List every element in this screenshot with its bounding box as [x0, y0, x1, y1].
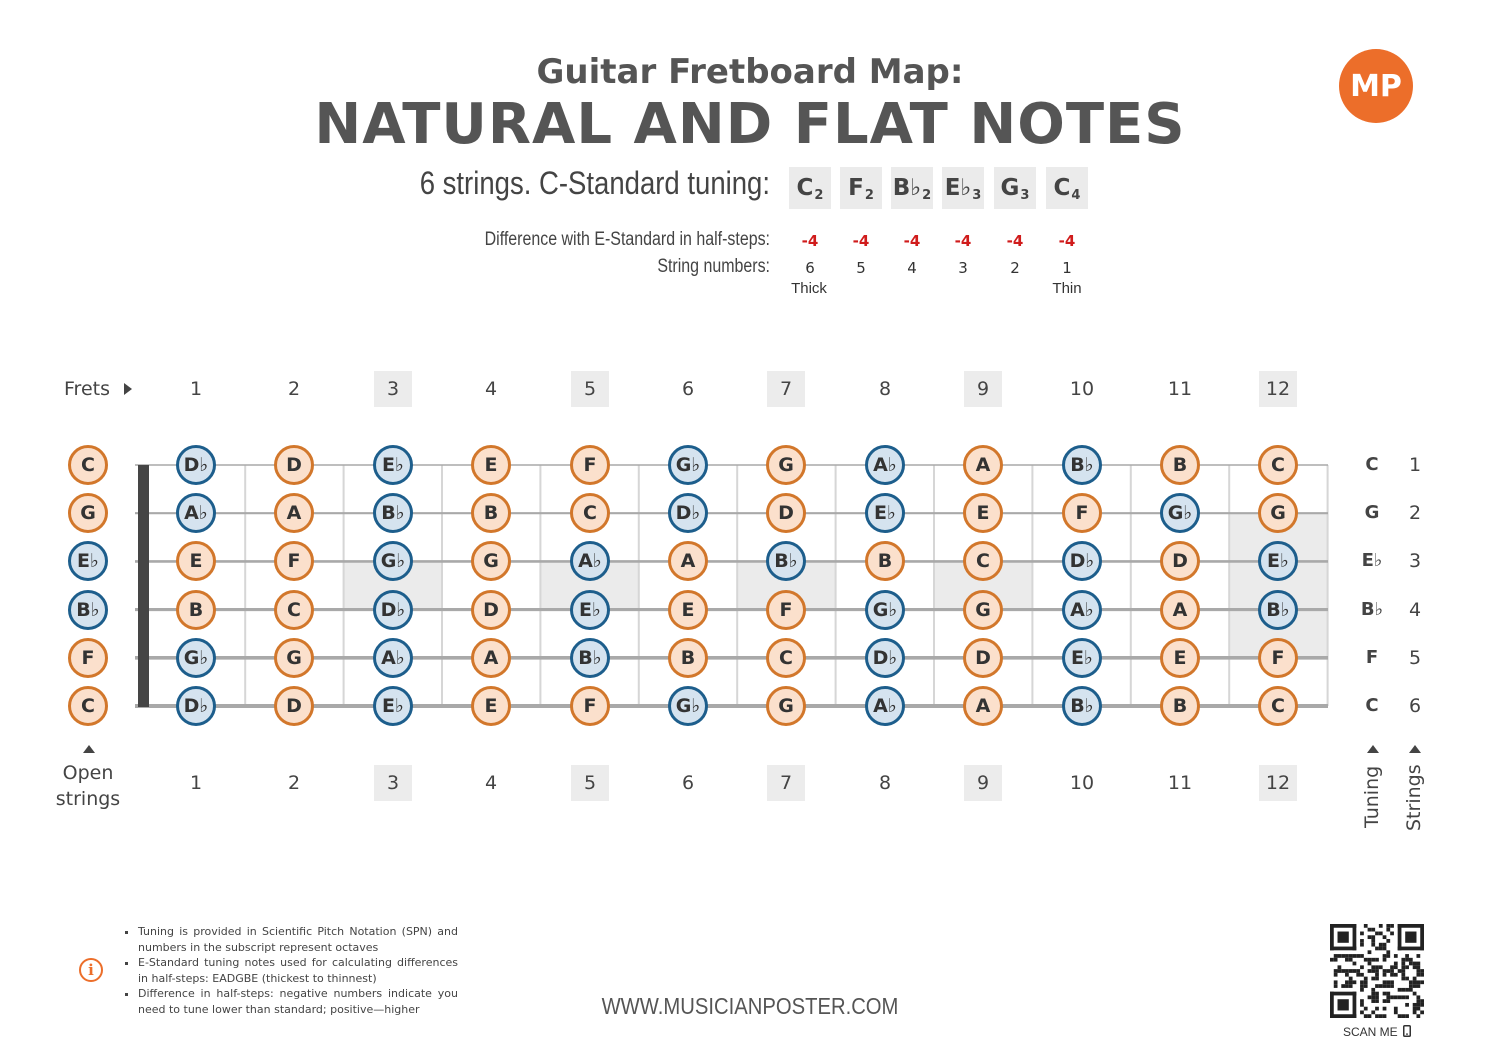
fret-note[interactable]: E	[471, 445, 511, 485]
tuning-note-letter: C	[1053, 175, 1071, 201]
title-line-1: Guitar Fretboard Map:	[536, 52, 964, 92]
frets-label	[64, 378, 134, 400]
fret-note[interactable]: A♭	[176, 493, 216, 533]
fret-note[interactable]: E♭	[1258, 541, 1298, 581]
difference-value: -4	[954, 232, 972, 250]
scan-me-text: SCAN ME	[1342, 1025, 1398, 1039]
fret-note[interactable]: B♭	[1062, 445, 1102, 485]
right-tuning-note: C	[1365, 695, 1379, 716]
fret-number: 4	[484, 772, 498, 794]
fret-number: 5	[571, 371, 609, 407]
fret-number: 6	[681, 772, 695, 794]
thick-label: Thick	[791, 280, 827, 297]
right-tuning-note: G	[1364, 502, 1380, 523]
tuning-note-letter: G	[1000, 175, 1020, 201]
fret-note[interactable]: E	[1160, 638, 1200, 678]
fret-number: 6	[681, 378, 695, 400]
tuning-note-box	[840, 167, 882, 209]
fret-note[interactable]: B	[668, 638, 708, 678]
fret-number: 8	[878, 378, 892, 400]
open-string-note[interactable]: B♭	[68, 590, 108, 630]
fret-note[interactable]: G♭	[668, 445, 708, 485]
title-line-2: NATURAL AND FLAT NOTES	[314, 92, 1186, 157]
fret-number: 3	[374, 765, 412, 801]
difference-label: Difference with E-Standard in half-steps:	[484, 229, 770, 250]
open-string-note[interactable]: E♭	[68, 541, 108, 581]
fret-note[interactable]: G	[471, 541, 511, 581]
fret-note[interactable]: E♭	[373, 686, 413, 726]
footer-note: ▪ E-Standard tuning notes used for calculating differences in half-steps: EADGBE (thickest to thinnest)	[138, 955, 458, 986]
tuning-note-box	[789, 167, 831, 209]
fret-note[interactable]: E♭	[1062, 638, 1102, 678]
fret-note[interactable]: A♭	[865, 686, 905, 726]
fret-note[interactable]: G	[274, 638, 314, 678]
fret-number: 12	[1259, 765, 1297, 801]
fret-note[interactable]: G♭	[176, 638, 216, 678]
right-tuning-note: C	[1365, 454, 1379, 475]
open-strings-label	[48, 760, 128, 812]
tuning-note-letter: B♭	[892, 175, 922, 201]
tuning-label: 6 strings. C-Standard tuning:	[419, 165, 770, 201]
fret-note[interactable]: A♭	[373, 638, 413, 678]
fret-note[interactable]: B♭	[766, 541, 806, 581]
fret-inlay	[1229, 513, 1327, 658]
tuning-note-octave: 2	[864, 187, 874, 203]
fret-note[interactable]: E♭	[865, 493, 905, 533]
tuning-note-box	[891, 167, 933, 209]
fret-note[interactable]: G	[1258, 493, 1298, 533]
fret-note[interactable]: A♭	[570, 541, 610, 581]
nut	[138, 465, 149, 707]
scan-me-label	[1330, 1025, 1424, 1039]
fret-note[interactable]: A	[274, 493, 314, 533]
fret-note[interactable]: G♭	[373, 541, 413, 581]
right-tuning-note: B♭	[1360, 599, 1384, 620]
fret-number: 3	[374, 371, 412, 407]
tuning-note-octave: 3	[972, 187, 982, 203]
fret-note[interactable]: B	[1160, 445, 1200, 485]
fret-number: 2	[287, 378, 301, 400]
tuning-note-octave: 2	[922, 187, 932, 203]
fret-note[interactable]: F	[766, 590, 806, 630]
tuning-note-letter: E♭	[944, 175, 972, 201]
fret-note[interactable]: B	[865, 541, 905, 581]
fret-number: 9	[964, 765, 1002, 801]
fret-number: 7	[767, 371, 805, 407]
string-number: 1	[1062, 259, 1072, 277]
right-string-number: 5	[1408, 647, 1422, 669]
fret-note[interactable]: D♭	[865, 638, 905, 678]
fret-number: 4	[484, 378, 498, 400]
fret-note[interactable]: B♭	[1062, 686, 1102, 726]
footer-note: ▪ Difference in half-steps: negative numbers indicate you need to tune lower than standard; positive—higher	[138, 986, 458, 1017]
fret-note[interactable]: A	[1160, 590, 1200, 630]
right-string-number: 2	[1408, 502, 1422, 524]
fret-number: 11	[1167, 378, 1193, 400]
difference-value: -4	[1006, 232, 1024, 250]
fret-note[interactable]: F	[570, 445, 610, 485]
fret-number: 1	[189, 772, 203, 794]
fret-number: 1	[189, 378, 203, 400]
tuning-note-box	[1046, 167, 1088, 209]
fret-number: 11	[1167, 772, 1193, 794]
website-link[interactable]: WWW.MUSICIANPOSTER.COM	[601, 993, 899, 1019]
right-string-number: 1	[1408, 454, 1422, 476]
tuning-note-box	[994, 167, 1036, 209]
fret-note[interactable]: F	[570, 686, 610, 726]
tuning-note-letter: C	[796, 175, 814, 201]
fret-note[interactable]: C	[963, 541, 1003, 581]
fret-note[interactable]: A	[963, 445, 1003, 485]
fret-number: 9	[964, 371, 1002, 407]
thin-label: Thin	[1052, 280, 1082, 297]
fret-note[interactable]: A♭	[1062, 590, 1102, 630]
fret-note[interactable]: F	[274, 541, 314, 581]
triangle-right-icon	[122, 382, 134, 396]
tuning-note-octave: 4	[1071, 187, 1081, 203]
fret-note[interactable]: B	[1160, 686, 1200, 726]
open-label-line-2: strings	[55, 788, 121, 810]
fret-note[interactable]: E♭	[373, 445, 413, 485]
fret-note[interactable]: F	[1258, 638, 1298, 678]
right-string-number: 3	[1408, 550, 1422, 572]
tuning-vertical-label: Tuning	[1361, 765, 1383, 828]
fret-note[interactable]: E	[668, 590, 708, 630]
fret-note[interactable]: C	[1258, 686, 1298, 726]
triangle-up-icon	[1366, 744, 1380, 754]
difference-value: -4	[903, 232, 921, 250]
fret-note[interactable]: E	[471, 686, 511, 726]
fret-note[interactable]: E	[963, 493, 1003, 533]
triangle-up-icon	[82, 744, 96, 754]
fret-number: 7	[767, 765, 805, 801]
fret-note[interactable]: B	[471, 493, 511, 533]
fret-note[interactable]: A	[668, 541, 708, 581]
open-string-note[interactable]: C	[68, 445, 108, 485]
fret-note[interactable]: A	[471, 638, 511, 678]
difference-value: -4	[852, 232, 870, 250]
open-string-note[interactable]: G	[68, 493, 108, 533]
tuning-note-box	[942, 167, 984, 209]
fret-note[interactable]: E	[176, 541, 216, 581]
fret-note[interactable]: D♭	[176, 445, 216, 485]
fret-number: 12	[1259, 371, 1297, 407]
fret-note[interactable]: G	[766, 686, 806, 726]
fret-number: 10	[1069, 378, 1095, 400]
string-number: 4	[907, 259, 917, 277]
string-number: 5	[856, 259, 866, 277]
fret-number: 5	[571, 765, 609, 801]
fret-note[interactable]: C	[766, 638, 806, 678]
fret-number: 8	[878, 772, 892, 794]
info-icon: i	[79, 958, 103, 982]
musicianposter-logo[interactable]: MP	[1339, 49, 1413, 123]
fret-note[interactable]: A♭	[865, 445, 905, 485]
tuning-note-letter: F	[848, 175, 864, 201]
fret-note[interactable]: E♭	[570, 590, 610, 630]
fret-note[interactable]: A	[963, 686, 1003, 726]
frets-label-text: Frets	[64, 378, 110, 400]
fret-note[interactable]: C	[274, 590, 314, 630]
fret-number: 10	[1069, 772, 1095, 794]
fret-note[interactable]: D♭	[373, 590, 413, 630]
phone-icon	[1403, 1025, 1411, 1037]
fret-note[interactable]: G♭	[865, 590, 905, 630]
open-label-line-1: Open	[62, 762, 114, 784]
string-number: 6	[805, 259, 815, 277]
footer-note: ▪ Tuning is provided in Scientific Pitch Notation (SPN) and numbers in the subscript represent octaves	[138, 924, 458, 955]
fret-note[interactable]: D	[766, 493, 806, 533]
fret-note[interactable]: B♭	[570, 638, 610, 678]
qr-code-icon[interactable]	[1330, 924, 1424, 1018]
fret-note[interactable]: B	[176, 590, 216, 630]
fret-note[interactable]: D	[963, 638, 1003, 678]
triangle-up-icon	[1408, 744, 1422, 754]
open-string-note[interactable]: F	[68, 638, 108, 678]
fret-note[interactable]: F	[1062, 493, 1102, 533]
fret-note[interactable]: D♭	[668, 493, 708, 533]
fret-note[interactable]: D	[274, 686, 314, 726]
string-numbers-label: String numbers:	[657, 256, 770, 277]
right-tuning-note: E♭	[1361, 550, 1383, 571]
string-number: 3	[958, 259, 968, 277]
fret-number: 2	[287, 772, 301, 794]
fret-note[interactable]: D	[274, 445, 314, 485]
fret-note[interactable]: B♭	[1258, 590, 1298, 630]
string-number: 2	[1010, 259, 1020, 277]
fretboard	[135, 464, 1335, 714]
strings-vertical-label: Strings	[1403, 764, 1425, 831]
fret-note[interactable]: G	[963, 590, 1003, 630]
fret-note[interactable]: D	[1160, 541, 1200, 581]
fret-note[interactable]: G♭	[668, 686, 708, 726]
right-tuning-note: F	[1365, 647, 1379, 668]
tuning-note-octave: 3	[1020, 187, 1030, 203]
fret-note[interactable]: C	[570, 493, 610, 533]
fret-note[interactable]: G	[766, 445, 806, 485]
open-string-note[interactable]: C	[68, 686, 108, 726]
fret-note[interactable]: B♭	[373, 493, 413, 533]
fret-note[interactable]: D♭	[1062, 541, 1102, 581]
fret-note[interactable]: D♭	[176, 686, 216, 726]
fret-note[interactable]: D	[471, 590, 511, 630]
fret-note[interactable]: G♭	[1160, 493, 1200, 533]
fret-note[interactable]: C	[1258, 445, 1298, 485]
right-string-number: 4	[1408, 599, 1422, 621]
difference-value: -4	[801, 232, 819, 250]
right-string-number: 6	[1408, 695, 1422, 717]
difference-value: -4	[1058, 232, 1076, 250]
tuning-note-octave: 2	[814, 187, 824, 203]
